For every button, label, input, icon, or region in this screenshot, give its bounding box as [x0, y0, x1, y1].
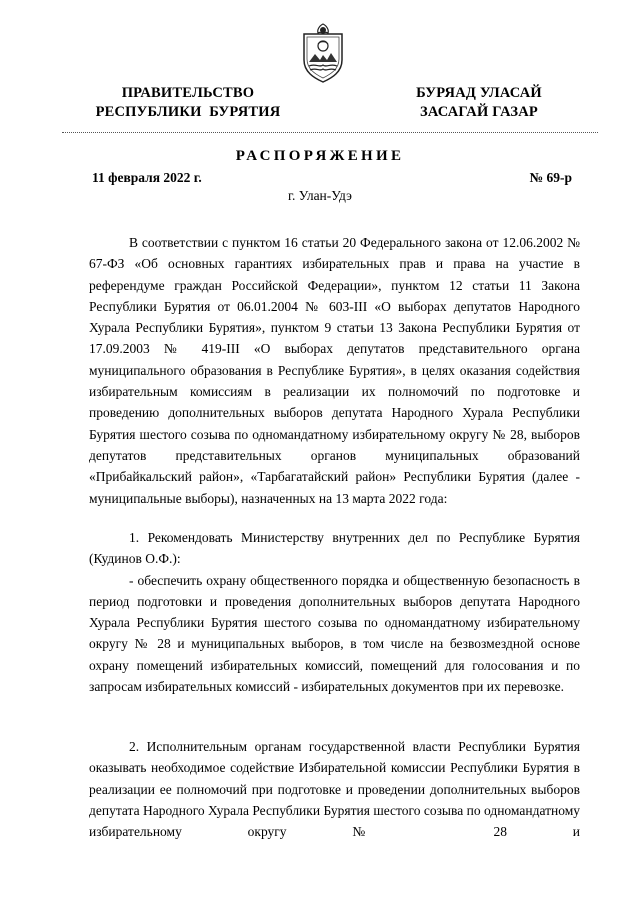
document-date: 11 февраля 2022 г. [92, 170, 202, 185]
document-number: № 69-р [529, 170, 572, 185]
header-left [88, 84, 288, 122]
coat-of-arms-icon [300, 22, 346, 84]
header-left-line2: РЕСПУБЛИКИ БУРЯТИЯ [95, 104, 281, 120]
document-city: г. Улан-Удэ [288, 188, 352, 203]
header-right-line1: БУРЯАД УЛАСАЙ [416, 85, 542, 101]
paragraph-text: В соответствии с пунктом 16 статьи 20 Федерального закона от 12.06.2002 № 67-ФЗ «Об основных гарантиях избирательных прав и права на участие в референдуме граждан Российской Федерации», пунктом 12 статьи 11 Закона Республики Бурятия от 06.01.2004 № 603-III «О выборах депутатов Народного Хурала Республики Бурятия», пунктом 9 статьи 13 Закона Республики Бурятия от 17.09.2003 № 419-III «О выборах депутатов представительного органа муниципального образования в Республике Бурятия», в целях оказания содействия избирательным комиссиям в реализации их полномочий по подготовке и проведению дополнительных выборов депутата Народного Хурала Республики Бурятия шестого созыва по одномандатному избирательному округу № 28, выборов депутатов представительных органов муниципальных образований «Прибайкальский район», «Тарбагатайский район» Республики Бурятия (далее - муниципальные выборы), назначенных на 13 марта 2022 года: [89, 235, 580, 506]
paragraph-preamble [89, 232, 580, 509]
header-left-line1: ПРАВИТЕЛЬСТВО [121, 85, 255, 101]
paragraph-item-2 [89, 736, 580, 842]
header-right [412, 84, 546, 122]
document-type: РАСПОРЯЖЕНИЕ [235, 148, 405, 164]
paragraph-text: - обеспечить охрану общественного порядка и общественную безопасность в период подготовки и проведения дополнительных выборов депутата Народного Хурала Республики Бурятия шестого созыва по одномандатному избирательному округу № 28 и муниципальных выборов, в том числе на безвозмездной основе охрану помещений избирательных комиссий, помещений для голосования и по запросам избирательных комиссий - избирательных документов при их перевозке. [89, 572, 580, 695]
paragraph-text: 1. Рекомендовать Министерству внутренних дел по Республике Бурятия (Кудинов О.Ф.): [89, 530, 580, 567]
header-divider [62, 132, 598, 133]
header-right-line2: ЗАСАГАЙ ГАЗАР [420, 104, 538, 120]
paragraph-item-1 [89, 527, 580, 697]
paragraph-text: 2. Исполнительным органам государственной власти Республики Бурятия оказывать необходимое содействие Избирательной комиссии Республики Бурятия в реализации ее полномочий при подготовке и проведении дополнительных выборов депутата Народного Хурала Республики Бурятия шестого созыва по одномандатному избирательному округу № 28 и [89, 739, 580, 840]
